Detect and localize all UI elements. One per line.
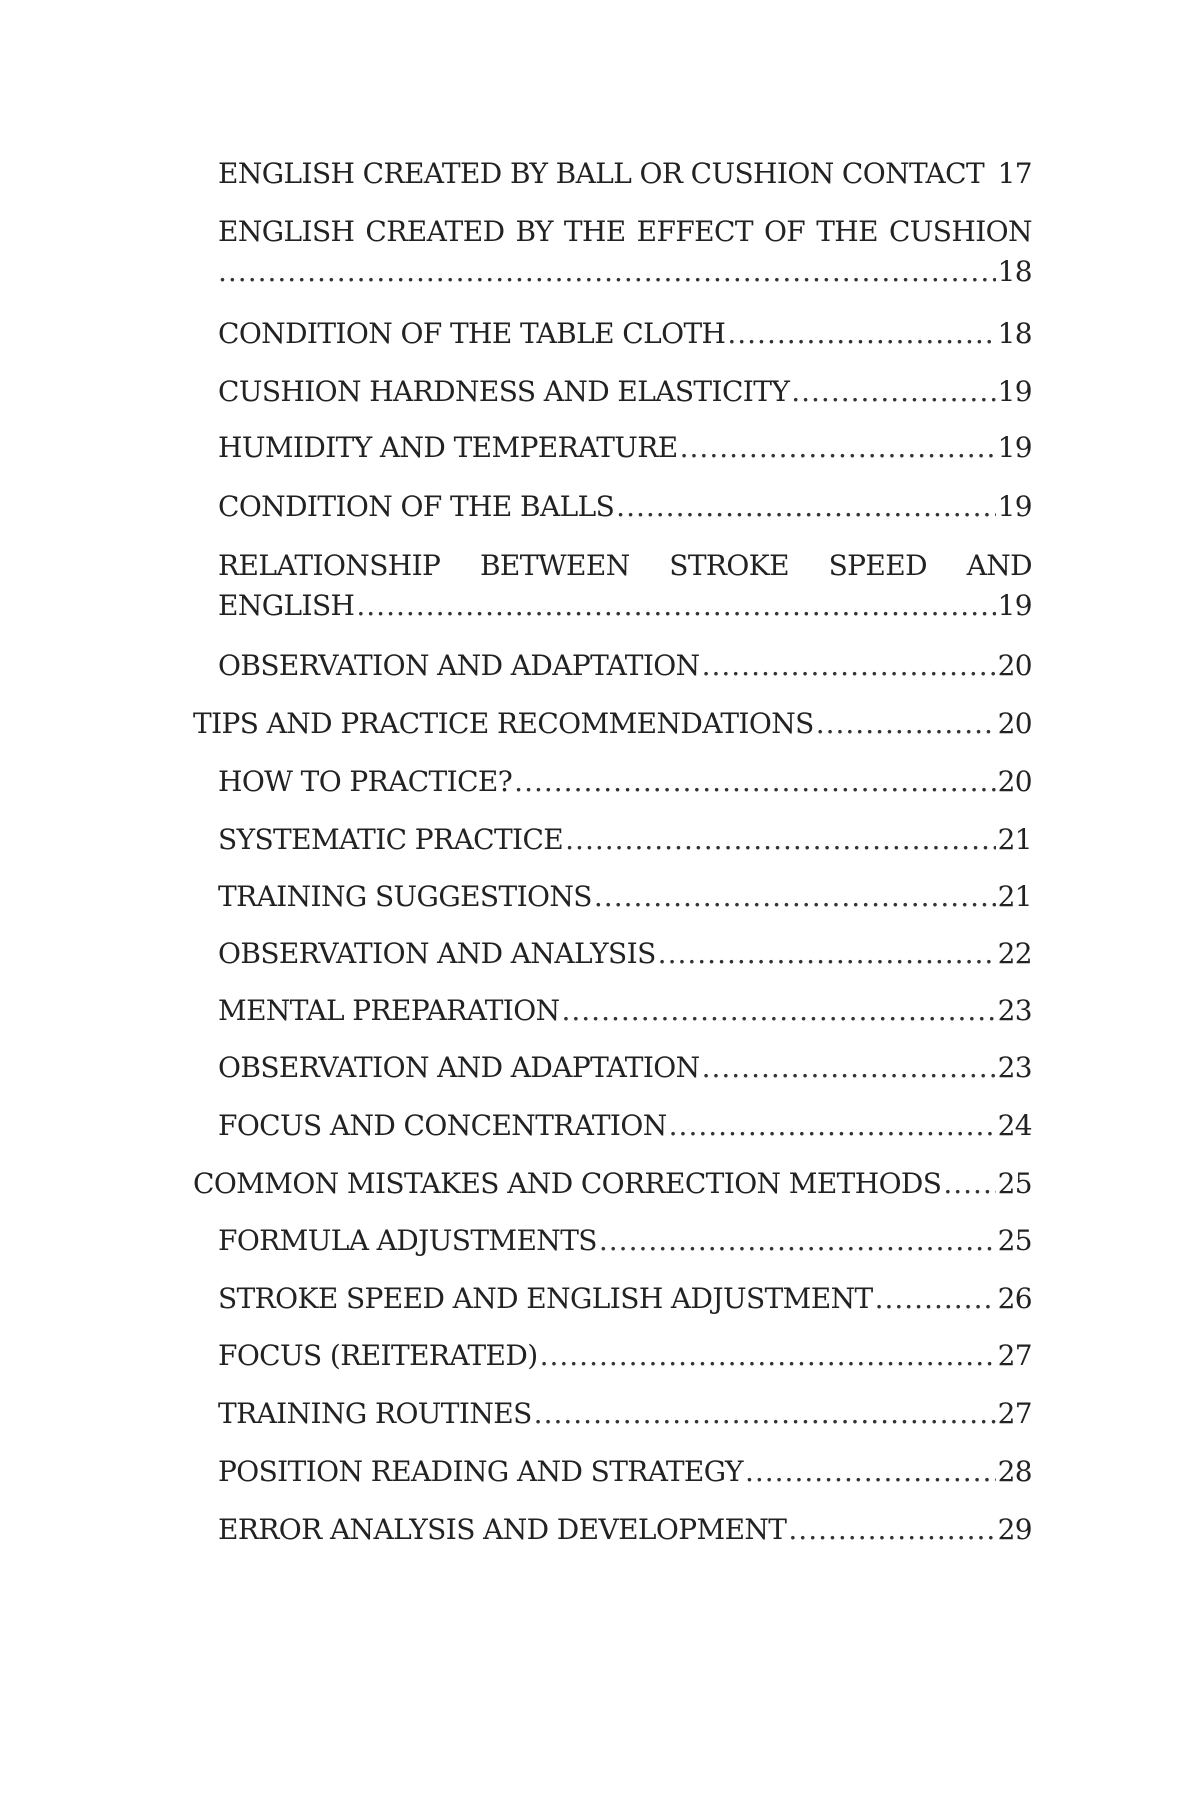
toc-entry-title: MENTAL PREPARATION	[218, 994, 560, 1027]
toc-entry-title: RELATIONSHIP BETWEEN STROKE SPEED AND	[218, 549, 1032, 582]
toc-entry-title: TRAINING ROUTINES	[218, 1397, 532, 1430]
toc-entry-page: 19	[997, 490, 1032, 523]
toc-entry-page: 23	[997, 994, 1032, 1027]
dot-leader	[540, 1336, 996, 1376]
toc-entry[interactable]	[218, 1452, 1032, 1492]
toc-entry-page: 29	[997, 1513, 1032, 1546]
toc-entry-title: COMMON MISTAKES AND CORRECTION METHODS	[193, 1167, 942, 1200]
toc-entry-page: 22	[997, 937, 1032, 970]
toc-entry-page: 21	[997, 823, 1032, 856]
toc-entry-title: SYSTEMATIC PRACTICE	[218, 823, 564, 856]
toc-entry[interactable]	[218, 154, 1032, 194]
toc-entry[interactable]	[218, 991, 1032, 1031]
toc-entry-page: 23	[997, 1051, 1032, 1084]
dot-leader	[702, 646, 996, 686]
toc-entry-title: OBSERVATION AND ANALYSIS	[218, 937, 656, 970]
toc-entry-page: 25	[997, 1224, 1032, 1257]
toc-entry[interactable]	[218, 1106, 1032, 1146]
toc-entry-page: 21	[997, 880, 1032, 913]
toc-entry-page: 25	[997, 1167, 1032, 1200]
toc-entry-title: OBSERVATION AND ADAPTATION	[218, 1051, 700, 1084]
dot-leader	[658, 934, 996, 974]
dot-leader	[816, 704, 996, 744]
dot-leader	[669, 1106, 996, 1146]
toc-entry-page: 20	[997, 765, 1032, 798]
toc-entry-title: FORMULA ADJUSTMENTS	[218, 1224, 597, 1257]
toc-entry[interactable]	[218, 428, 1032, 468]
toc-entry-page: 27	[997, 1397, 1032, 1430]
dot-leader	[594, 877, 996, 917]
dot-leader	[599, 1221, 996, 1261]
toc-entry-title: POSITION READING AND STRATEGY	[218, 1455, 743, 1488]
toc-chapter-entry[interactable]	[193, 1164, 1032, 1204]
dot-leader	[875, 1279, 996, 1319]
dot-leader	[514, 762, 995, 802]
dot-leader	[788, 1510, 995, 1550]
toc-entry-page: 19	[997, 589, 1032, 622]
toc-entry-page: 17	[997, 157, 1032, 190]
toc-entry[interactable]	[218, 1336, 1032, 1376]
toc-entry[interactable]	[218, 1510, 1032, 1550]
toc-entry-page: 18	[997, 255, 1032, 288]
dot-leader	[680, 428, 996, 468]
dot-leader	[745, 1452, 996, 1492]
toc-entry-title: HOW TO PRACTICE?	[218, 765, 513, 798]
toc-entry-title: CONDITION OF THE BALLS	[218, 490, 615, 523]
toc-entry-title: TIPS AND PRACTICE RECOMMENDATIONS	[193, 707, 814, 740]
toc-entry[interactable]	[218, 1221, 1032, 1261]
toc-entry[interactable]	[218, 1279, 1032, 1319]
toc-chapter-entry[interactable]	[193, 704, 1032, 744]
toc-entry[interactable]	[218, 934, 1032, 974]
dot-leader	[356, 586, 995, 626]
toc-entry-page: 20	[997, 707, 1032, 740]
dot-leader	[702, 1048, 996, 1088]
toc-entry-page: 19	[997, 375, 1032, 408]
toc-entry-page: 24	[997, 1109, 1032, 1142]
toc-entry-title: CUSHION HARDNESS AND ELASTICITY	[218, 375, 790, 408]
toc-entry[interactable]	[218, 546, 1032, 626]
toc-entry[interactable]	[218, 820, 1032, 860]
toc-entry[interactable]	[218, 1048, 1032, 1088]
toc-entry-title: OBSERVATION AND ADAPTATION	[218, 649, 700, 682]
toc-entry-page: 19	[997, 431, 1032, 464]
toc-entry[interactable]	[218, 1394, 1032, 1434]
toc-entry-page: 26	[997, 1282, 1032, 1315]
dot-leader	[791, 372, 995, 412]
toc-entry[interactable]	[218, 487, 1032, 527]
toc-entry-title: STROKE SPEED AND ENGLISH ADJUSTMENT	[218, 1282, 873, 1315]
toc-entry-page: 18	[997, 317, 1032, 350]
dot-leader	[561, 991, 995, 1031]
toc-entry-title: HUMIDITY AND TEMPERATURE	[218, 431, 678, 464]
toc-entry-page: 27	[997, 1339, 1032, 1372]
toc-entry[interactable]	[218, 877, 1032, 917]
toc-entry-title: CONDITION OF THE TABLE CLOTH	[218, 317, 726, 350]
dot-leader	[218, 252, 996, 292]
dot-leader	[534, 1394, 996, 1434]
dot-leader	[616, 487, 995, 527]
toc-entry[interactable]	[218, 212, 1032, 292]
toc-entry-title: TRAINING SUGGESTIONS	[218, 880, 592, 913]
toc-entry-page: 20	[997, 649, 1032, 682]
toc-entry[interactable]	[218, 762, 1032, 802]
toc-entry-title: ERROR ANALYSIS AND DEVELOPMENT	[218, 1513, 787, 1546]
toc-entry-title: ENGLISH CREATED BY THE EFFECT OF THE CUSHION	[218, 215, 1032, 248]
toc-entry-title: FOCUS (REITERATED)	[218, 1339, 538, 1372]
toc-entry-page: 28	[997, 1455, 1032, 1488]
dot-leader	[943, 1164, 995, 1204]
toc-entry-title-continued: ENGLISH	[218, 589, 355, 622]
toc-entry[interactable]	[218, 372, 1032, 412]
dot-leader	[565, 820, 995, 860]
toc-entry[interactable]	[218, 646, 1032, 686]
toc-entry-title: FOCUS AND CONCENTRATION	[218, 1109, 667, 1142]
dot-leader	[727, 314, 995, 354]
toc-entry[interactable]	[218, 314, 1032, 354]
toc-entry-title: ENGLISH CREATED BY BALL OR CUSHION CONTACT	[218, 157, 985, 190]
